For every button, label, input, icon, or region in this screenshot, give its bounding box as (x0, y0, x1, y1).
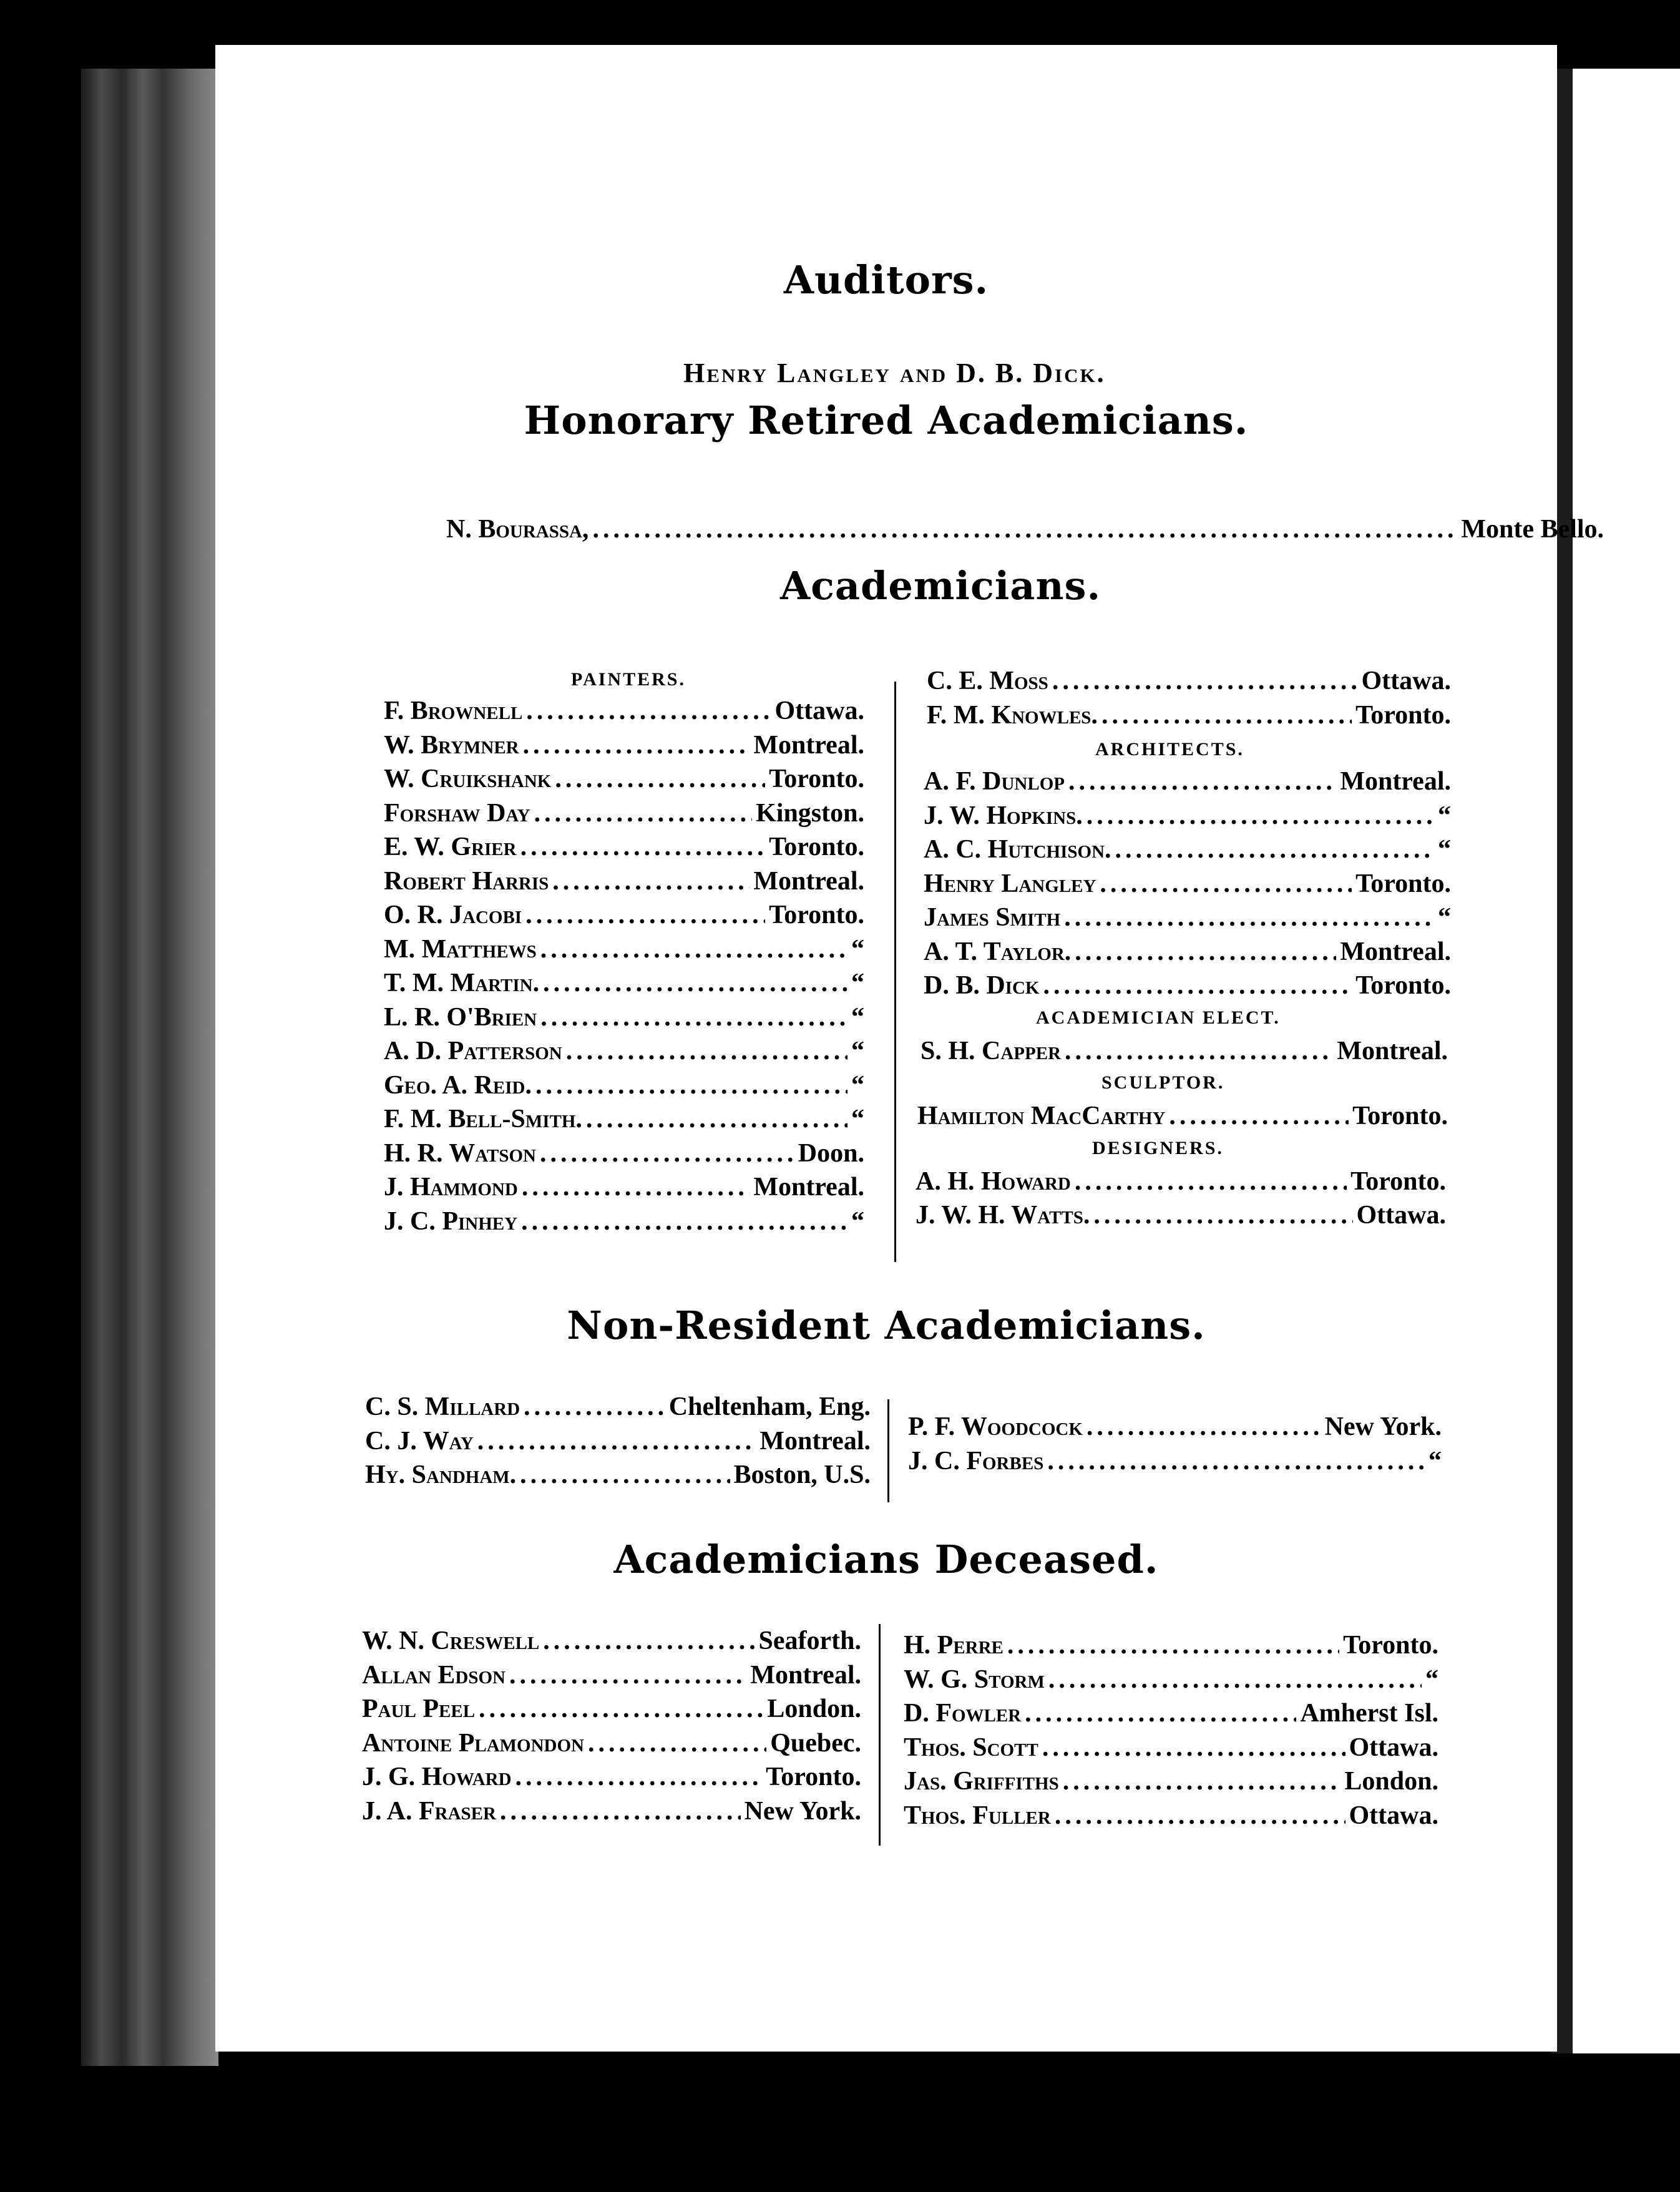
entry-name: A. T. Taylor. (924, 937, 1072, 966)
entry-name: C. E. Moss (927, 667, 1048, 695)
auditors-names: Henry Langley and D. B. Dick. (683, 358, 1106, 388)
entry-place: Boston, U.S. (733, 1461, 871, 1489)
leader-dots (540, 934, 847, 964)
entry-place: Toronto. (769, 901, 864, 929)
entry-place: Ottawa. (1361, 667, 1451, 695)
entry-place: “ (851, 1105, 864, 1133)
non-resident-heading: Non-Resident Academicians. (567, 1303, 1206, 1348)
leader-dots (1087, 1412, 1321, 1442)
list-item (904, 1766, 1438, 1796)
list-item (362, 1796, 861, 1826)
entry-name: J. W. H. Watts. (916, 1201, 1090, 1230)
list-item (921, 1036, 1448, 1066)
academician-elect-label: ACADEMICIAN ELECT. (1036, 1007, 1281, 1028)
entry-name: J. C. Pinhey (384, 1206, 518, 1236)
honorary-entry (446, 514, 1604, 544)
entry-name: Paul Peel (362, 1695, 476, 1723)
entry-name: J. Hammond (384, 1173, 518, 1201)
entry-name: D. B. Dick (924, 971, 1040, 1000)
list-item (384, 1172, 864, 1202)
list-item (924, 971, 1451, 1001)
entry-name: P. F. Woodcock (908, 1412, 1083, 1441)
entry-name: Allan Edson (362, 1660, 505, 1690)
leader-dots (1007, 1630, 1339, 1660)
list-item (384, 730, 864, 760)
list-item (384, 968, 864, 998)
list-item (924, 834, 1451, 864)
entry-place: “ (1425, 1665, 1438, 1694)
painters-label: PAINTERS. (571, 669, 686, 690)
leader-dots (524, 1392, 665, 1422)
entry-name: M. Matthews (384, 934, 537, 964)
list-item (917, 1101, 1448, 1131)
facing-page (1573, 69, 1680, 2053)
list-item (924, 937, 1451, 967)
list-item (362, 1728, 861, 1758)
entry-place: “ (851, 1037, 864, 1065)
entry-place: Kingston. (756, 798, 864, 828)
academicians-heading: Academicians. (780, 563, 1101, 609)
entry-place: “ (851, 1206, 864, 1236)
leader-dots (520, 832, 766, 862)
leader-dots (525, 900, 765, 930)
leader-dots (515, 1762, 763, 1792)
entry-place: New York. (1324, 1412, 1442, 1441)
entry-name: W. Cruikshank (384, 765, 552, 793)
list-item (384, 798, 864, 828)
column-divider (887, 1399, 889, 1502)
entry-place: New York. (744, 1796, 861, 1826)
designers-label: DESIGNERS. (1092, 1137, 1224, 1158)
leader-dots (1100, 869, 1352, 899)
leader-dots (500, 1796, 741, 1826)
entry-name: F. Brownell (384, 697, 523, 725)
entry-place: “ (851, 1070, 864, 1100)
list-item (384, 1036, 864, 1066)
list-item (924, 801, 1451, 831)
list-item (924, 766, 1451, 796)
leader-dots (1043, 971, 1352, 1001)
entry-place: Toronto. (1355, 700, 1451, 730)
entry-name: T. M. Martin. (384, 969, 540, 997)
leader-dots (1063, 1766, 1341, 1796)
list-item (384, 1206, 864, 1236)
leader-dots (1025, 1698, 1296, 1728)
entry-name: L. R. O'Brien (384, 1002, 537, 1032)
entry-place: “ (1428, 1446, 1442, 1475)
entry-name: W. G. Storm (904, 1665, 1045, 1694)
leader-dots (1047, 1446, 1425, 1476)
leader-dots (543, 968, 847, 998)
entry-place: Amherst Isl. (1300, 1699, 1438, 1728)
list-item (908, 1412, 1442, 1442)
list-item (927, 700, 1451, 730)
leader-dots (592, 514, 1457, 544)
entry-place: Montreal. (753, 1173, 864, 1201)
entry-place: “ (851, 969, 864, 997)
entry-place: Montreal. (750, 1660, 861, 1690)
leader-dots (1048, 1665, 1422, 1695)
entry-place: “ (1438, 835, 1451, 864)
leader-dots (526, 696, 771, 726)
list-item (365, 1392, 871, 1422)
entry-name: W. Brymner (384, 730, 519, 760)
leader-dots (555, 764, 765, 794)
entry-place: Toronto. (1350, 1167, 1446, 1196)
leader-dots (1101, 700, 1352, 730)
entry-place: “ (1438, 801, 1451, 830)
entry-place: Cheltenham, Eng. (668, 1392, 871, 1421)
list-item (924, 869, 1451, 899)
entry-name: J. W. Hopkins. (924, 801, 1083, 830)
list-item (384, 1138, 864, 1168)
entry-name: A. H. Howard (916, 1167, 1071, 1196)
entry-place: “ (851, 934, 864, 964)
entry-name: Thos. Fuller (904, 1801, 1051, 1830)
leader-dots (1075, 1167, 1347, 1196)
leader-dots (477, 1426, 756, 1456)
list-item (384, 1104, 864, 1134)
auditors-heading: Auditors. (783, 257, 989, 303)
entry-place: Montreal. (1337, 1036, 1448, 1065)
list-item (904, 1665, 1438, 1695)
entry-name: Antoine Plamondon (362, 1728, 584, 1758)
entry-place: Montreal. (1340, 767, 1451, 796)
entry-place: Montreal. (759, 1426, 871, 1456)
leader-dots (534, 798, 752, 828)
list-item (916, 1200, 1446, 1230)
leader-dots (479, 1694, 763, 1724)
list-item (908, 1446, 1442, 1476)
leader-dots (1055, 1801, 1345, 1831)
entry-place: Toronto. (766, 1763, 861, 1791)
entry-name: F. M. Knowles. (927, 700, 1098, 730)
leader-dots (1115, 834, 1434, 864)
entry-place: Toronto. (769, 765, 864, 793)
entry-place: Toronto. (1352, 1102, 1448, 1130)
leader-dots (520, 1460, 730, 1490)
entry-place: Toronto. (769, 833, 864, 861)
list-item (384, 1070, 864, 1100)
entry-name: D. Fowler (904, 1699, 1022, 1728)
leader-dots (586, 1104, 847, 1134)
list-item (362, 1660, 861, 1690)
entry-place: Quebec. (770, 1728, 861, 1758)
list-item (927, 666, 1451, 696)
deceased-heading: Academicians Deceased. (613, 1537, 1159, 1582)
list-item (384, 866, 864, 896)
list-item (904, 1733, 1438, 1763)
entry-name: James Smith (924, 903, 1061, 932)
leader-dots (1169, 1101, 1349, 1131)
entry-name: A. F. Dunlop (924, 767, 1065, 796)
leader-dots (1042, 1733, 1345, 1763)
entry-name: C. J. Way (365, 1426, 474, 1456)
entry-place: “ (851, 1002, 864, 1032)
entry-place: “ (1438, 903, 1451, 932)
leader-dots (1065, 1036, 1333, 1066)
entry-place: Montreal. (753, 730, 864, 760)
list-item (362, 1626, 861, 1656)
entry-place: Toronto. (1355, 971, 1451, 1000)
leader-dots (566, 1036, 847, 1066)
leader-dots (1087, 801, 1434, 831)
leader-dots (535, 1070, 847, 1100)
entry-name: Geo. A. Reid. (384, 1070, 532, 1100)
entry-name: Henry Langley (924, 869, 1096, 898)
entry-name: J. C. Forbes (908, 1446, 1044, 1475)
entry-name: A. C. Hutchison. (924, 835, 1111, 864)
column-divider (894, 682, 896, 1262)
entry-name: J. G. Howard (362, 1763, 512, 1791)
honorary-heading: Honorary Retired Academicians. (524, 398, 1249, 443)
list-item (384, 832, 864, 862)
architects-label: ARCHITECTS. (1095, 739, 1244, 760)
document-page (215, 45, 1604, 2052)
entry-place: Montreal. (1340, 937, 1451, 966)
column-divider (879, 1624, 881, 1846)
leader-dots (522, 1172, 750, 1202)
list-item (916, 1167, 1446, 1196)
list-item (365, 1426, 871, 1456)
entry-place: Seaforth. (758, 1627, 861, 1655)
entry-place: Ottawa. (1349, 1801, 1438, 1830)
entry-name: O. R. Jacobi (384, 901, 522, 929)
sculptor-label: SCULPTOR. (1101, 1072, 1225, 1093)
entry-name: F. M. Bell-Smith. (384, 1105, 582, 1133)
leader-dots (540, 1138, 794, 1168)
entry-name: C. S. Millard (365, 1392, 520, 1421)
leader-dots (1068, 766, 1336, 796)
entry-place: Monte Bello. (1461, 515, 1604, 544)
entry-place: Doon. (798, 1138, 864, 1168)
list-item (384, 696, 864, 726)
list-item (362, 1762, 861, 1792)
entry-name: N. Bourassa, (446, 515, 589, 544)
book-spine-edge (81, 69, 218, 2066)
list-item (904, 1698, 1438, 1728)
entry-place: London. (1344, 1767, 1438, 1796)
entry-name: J. A. Fraser (362, 1796, 496, 1826)
list-item (904, 1801, 1438, 1831)
list-item (924, 903, 1451, 932)
entry-name: Robert Harris (384, 866, 549, 896)
list-item (384, 1002, 864, 1032)
entry-name: A. D. Patterson (384, 1037, 562, 1065)
entry-place: Ottawa. (774, 697, 864, 725)
leader-dots (509, 1660, 746, 1690)
leader-dots (543, 1626, 755, 1656)
list-item (904, 1630, 1438, 1660)
list-item (362, 1694, 861, 1724)
entry-place: Ottawa. (1356, 1201, 1446, 1230)
entry-name: S. H. Capper (921, 1036, 1062, 1065)
entry-name: Hamilton MacCarthy (917, 1102, 1166, 1130)
entry-name: E. W. Grier (384, 833, 517, 861)
leader-dots (521, 1206, 847, 1236)
entry-place: London. (767, 1695, 861, 1723)
entry-name: H. Perre (904, 1631, 1004, 1660)
leader-dots (588, 1728, 766, 1758)
leader-dots (1052, 666, 1358, 696)
list-item (365, 1460, 871, 1490)
entry-name: Forshaw Day (384, 798, 530, 828)
list-item (384, 900, 864, 930)
list-item (384, 764, 864, 794)
entry-name: W. N. Creswell (362, 1627, 540, 1655)
leader-dots (1064, 903, 1434, 932)
leader-dots (540, 1002, 847, 1032)
entry-name: Hy. Sandham. (365, 1461, 517, 1489)
leader-dots (1093, 1200, 1352, 1230)
entry-place: Ottawa. (1349, 1733, 1438, 1762)
entry-name: H. R. Watson (384, 1138, 537, 1168)
leader-dots (1075, 937, 1336, 967)
leader-dots (552, 866, 750, 896)
entry-place: Toronto. (1355, 869, 1451, 898)
list-item (384, 934, 864, 964)
entry-place: Montreal. (753, 866, 864, 896)
entry-name: Thos. Scott (904, 1733, 1038, 1762)
leader-dots (523, 730, 750, 760)
entry-place: Toronto. (1343, 1631, 1438, 1660)
entry-name: Jas. Griffiths (904, 1767, 1059, 1796)
